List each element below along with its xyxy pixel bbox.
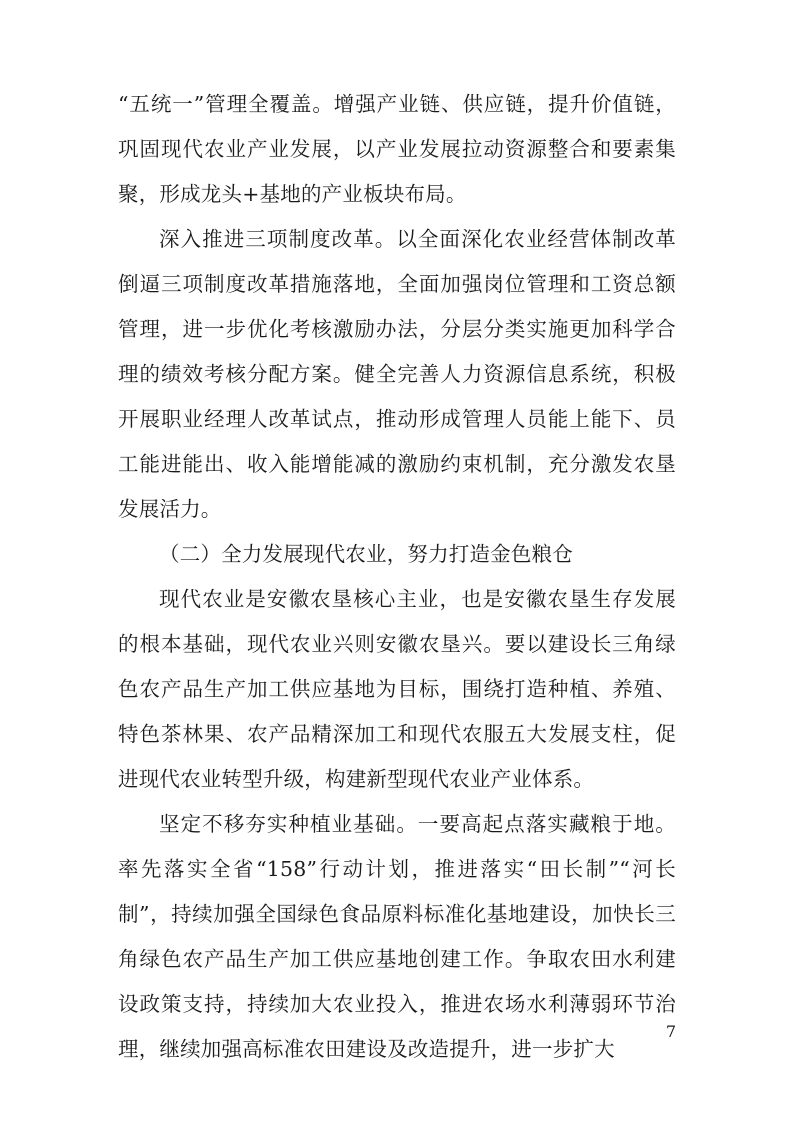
page-content (118, 82, 676, 1072)
paragraph: “五统一”管理全覆盖。增强产业链、供应链，提升价值链，巩固现代农业产业发展，以产业发展拉动资源整合和要素集聚，形成龙头+基地的产业板块布局。 (118, 92, 676, 206)
page-number: 7 (665, 1022, 676, 1041)
paragraph: 现代农业是安徽农垦核心主业，也是安徽农垦生存发展的根本基础，现代农业兴则安徽农垦兴。要以建设长三角绿色农产品生产加工供应基地为目标，围绕打造种植、养殖、特色茶林果、农产品精深加工和现代农服五大发展支柱，促进现代农业转型升级，构建新型现代农业产业体系。 (118, 587, 676, 791)
section-heading: （二）全力发展现代农业，努力打造金色粮仓 (159, 542, 573, 566)
paragraph: 坚定不移夯实种植业基础。一要高起点落实藏粮于地。率先落实全省“158”行动计划，推进落实“田长制”“河长制”，持续加强全国绿色食品原料标准化基地建设，加快长三角绿色农产品生产加工供应基地创建工作。争取农田水利建设政策支持，持续加大农业投入，推进农场水利薄弱环节治理，继续加强高标准农田建设及改造提升，进一步扩大 (118, 812, 676, 1061)
paragraph: 深入推进三项制度改革。以全面深化农业经营体制改革倒逼三项制度改革措施落地，全面加强岗位管理和工资总额管理，进一步优化考核激励办法，分层分类实施更加科学合理的绩效考核分配方案。健全完善人力资源信息系统，积极开展职业经理人改革试点，推动形成管理人员能上能下、员工能进能出、收入能增能减的激励约束机制，充分激发农垦发展活力。 (118, 227, 676, 521)
